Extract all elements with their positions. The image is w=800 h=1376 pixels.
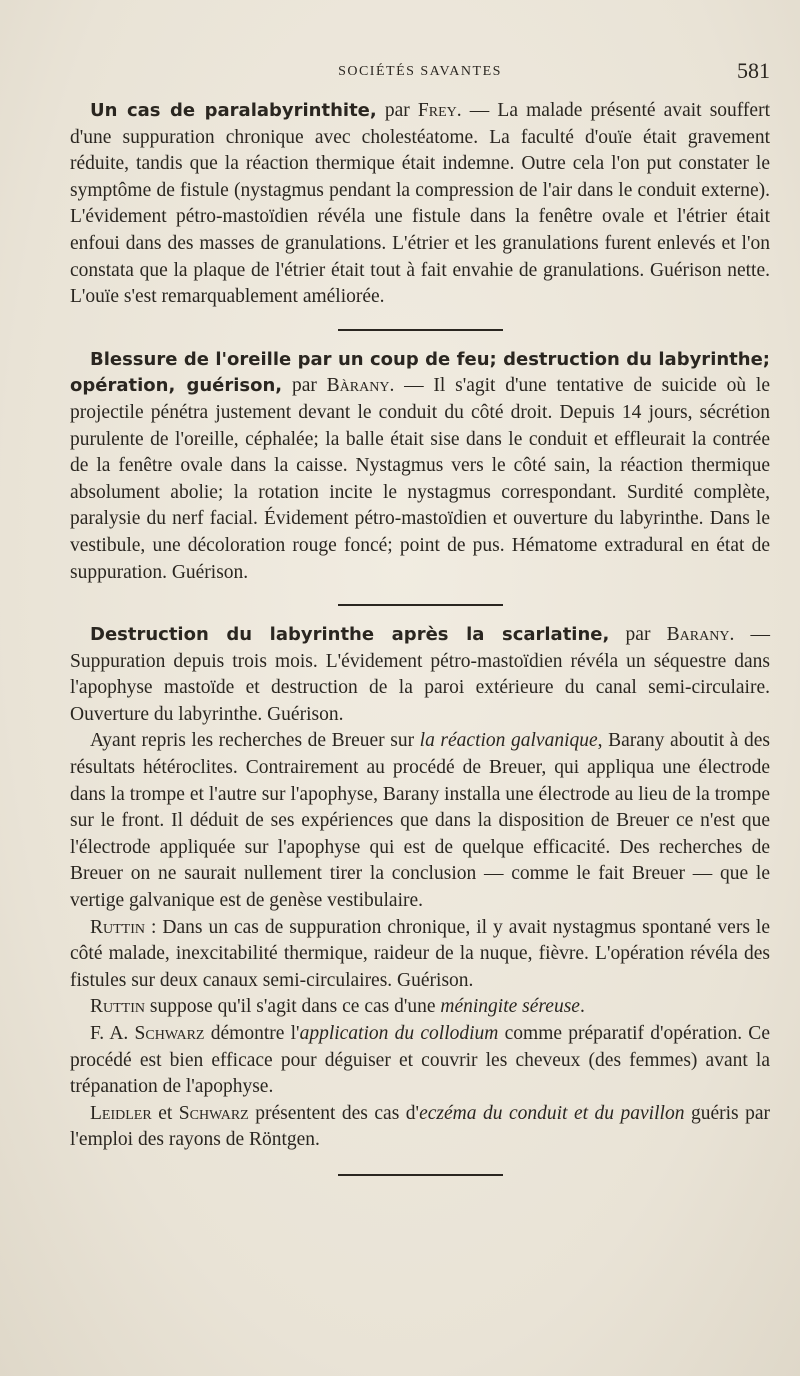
- text-run: , Barany aboutit à des résultats hétéroclites. Contrairement au procédé de Breuer, qui appliqua une électrode dans la trompe et l'autre sur l'apophyse, Barany installa une électrode au lieu de la trompe sur le front. Il déduit de ses expériences que dans la disposition de Breuer ce n'est que l'électrode appliquée sur l'apophyse qui est de quelque efficacité. Des recherches de Breuer on ne saurait nullement tirer la conclusion — comme le fait Breuer — que le vertige galvanique est de genèse vestibulaire.: [70, 730, 770, 912]
- dash-text: . —: [729, 624, 771, 646]
- paragraph-ruttin-suppose: [70, 994, 770, 1021]
- article-paralabyrinthite: [70, 98, 770, 311]
- article-paragraph: [70, 98, 770, 311]
- article-heading: Blessure de l'oreille par un coup de feu; destruction du labyrinthe; opération, guérison,: [70, 348, 770, 397]
- text-run: suppose qu'il s'agit dans ce cas d'une: [145, 996, 441, 1018]
- author-name: Schwarz: [134, 1023, 205, 1044]
- italic-term: la réaction galvanique: [419, 730, 598, 752]
- by-text: par: [376, 100, 418, 121]
- text-run: comme préparatif d'opération. Ce procédé est bien efficace pour déguiser et couvrir les cheveux (des femmes) avant la trépanation de l'apophyse.: [70, 1023, 770, 1098]
- paragraph-text: Il s'agit d'une tentative de suicide où le projectile pénétra justement devant le conduit du côté droit. Depuis 14 jours, sécrétion purulente de l'oreille, céphalée; la balle était sise dans le conduit et effleurait la contrée de la fenêtre ovale dans la caisse. Nystagmus vers le côté sain, la réaction thermique absolument abolie; la rotation incite le nystagmus correspondant. Surdité complète, paralysie du nerf facial. Évidement pétro-mastoïdien et ouverture du labyrinthe. Dans le vestibule, une décoloration rouge foncé; point de pus. Hématome extradural en état de suppuration. Guérison.: [70, 375, 771, 583]
- italic-term: eczéma du conduit et du pavillon: [419, 1102, 685, 1124]
- paragraph-text: Suppuration depuis trois mois. L'évidement pétro-mastoïdien révéla un séquestre dans l'apophyse mastoïde et destruction de la paroi extérieure du canal semi-circulaire. Ouverture du labyrinthe. Guérison.: [70, 650, 770, 725]
- dash-text: . —: [389, 375, 434, 397]
- article-heading: Un cas de paralabyrinthite,: [90, 100, 377, 121]
- by-text: par: [282, 375, 327, 397]
- author-name: Ruttin: [90, 996, 145, 1018]
- paragraph-breuer: [70, 728, 770, 914]
- author-name: Leidler: [90, 1102, 152, 1124]
- text-run: Ayant repris les recherches de Breuer sur: [90, 730, 420, 752]
- article-heading: Destruction du labyrinthe après la scarlatine,: [90, 624, 610, 646]
- author-name: Bàrany: [326, 375, 390, 397]
- text-run: : Dans un cas de suppuration chronique, il y avait nystagmus spontané vers le côté malade, inexcitabilité thermique, raideur de la nuque, fièvre. L'opération révéla des fistules sur deux canaux semi-circulaires. Guérison.: [70, 916, 770, 991]
- italic-term: méningite séreuse: [440, 996, 580, 1018]
- page-body: [70, 98, 770, 1192]
- text-run: .: [579, 996, 585, 1018]
- page-number: 581: [737, 58, 770, 83]
- author-name: Frey: [417, 100, 457, 121]
- section-rule: [338, 329, 503, 331]
- by-text: par: [609, 624, 667, 646]
- running-head: SOCIÉTÉS SAVANTES: [338, 64, 502, 79]
- paragraph-schwarz: [70, 1021, 770, 1101]
- page-header: [70, 58, 770, 88]
- text-run: démontre l': [204, 1023, 300, 1044]
- section-rule: [338, 604, 503, 606]
- article-paragraph: [70, 622, 770, 728]
- article-destruction-labyrinthe: [70, 622, 770, 1154]
- author-name: Barany: [666, 624, 730, 646]
- dash-text: . —: [456, 100, 498, 121]
- author-name: Schwarz: [178, 1102, 249, 1124]
- article-paragraph: [70, 347, 770, 586]
- author-name: Ruttin: [90, 916, 145, 938]
- paragraph-ruttin-case: [70, 915, 770, 995]
- paragraph-leidler: [70, 1101, 770, 1154]
- section-rule: [338, 1174, 503, 1176]
- text-run: et: [151, 1102, 179, 1124]
- article-blessure-oreille: [70, 347, 770, 586]
- author-initials: F. A.: [90, 1023, 135, 1044]
- italic-term: application du collodium: [299, 1023, 499, 1044]
- text-run: guéris par l'emploi des rayons de Röntgen.: [70, 1102, 771, 1151]
- text-run: présentent des cas d': [248, 1102, 420, 1124]
- paragraph-text: La malade présenté avait souffert d'une suppuration chronique avec cholestéatome. La faculté d'ouïe était gravement réduite, tandis que la réaction thermique était indemne. Outre cela l'on put constater le symptôme de fistule (nystagmus pendant la compression de l'air dans le conduit externe). L'évidement pétro-mastoïdien révéla une fistule dans la fenêtre ovale et l'étrier était enfoui dans des masses de granulations. L'étrier et les granulations furent enlevés et l'on constata que la plaque de l'étrier était tout à fait envahie de granulations. Guérison nette. L'ouïe s'est remarquablement améliorée.: [70, 100, 770, 308]
